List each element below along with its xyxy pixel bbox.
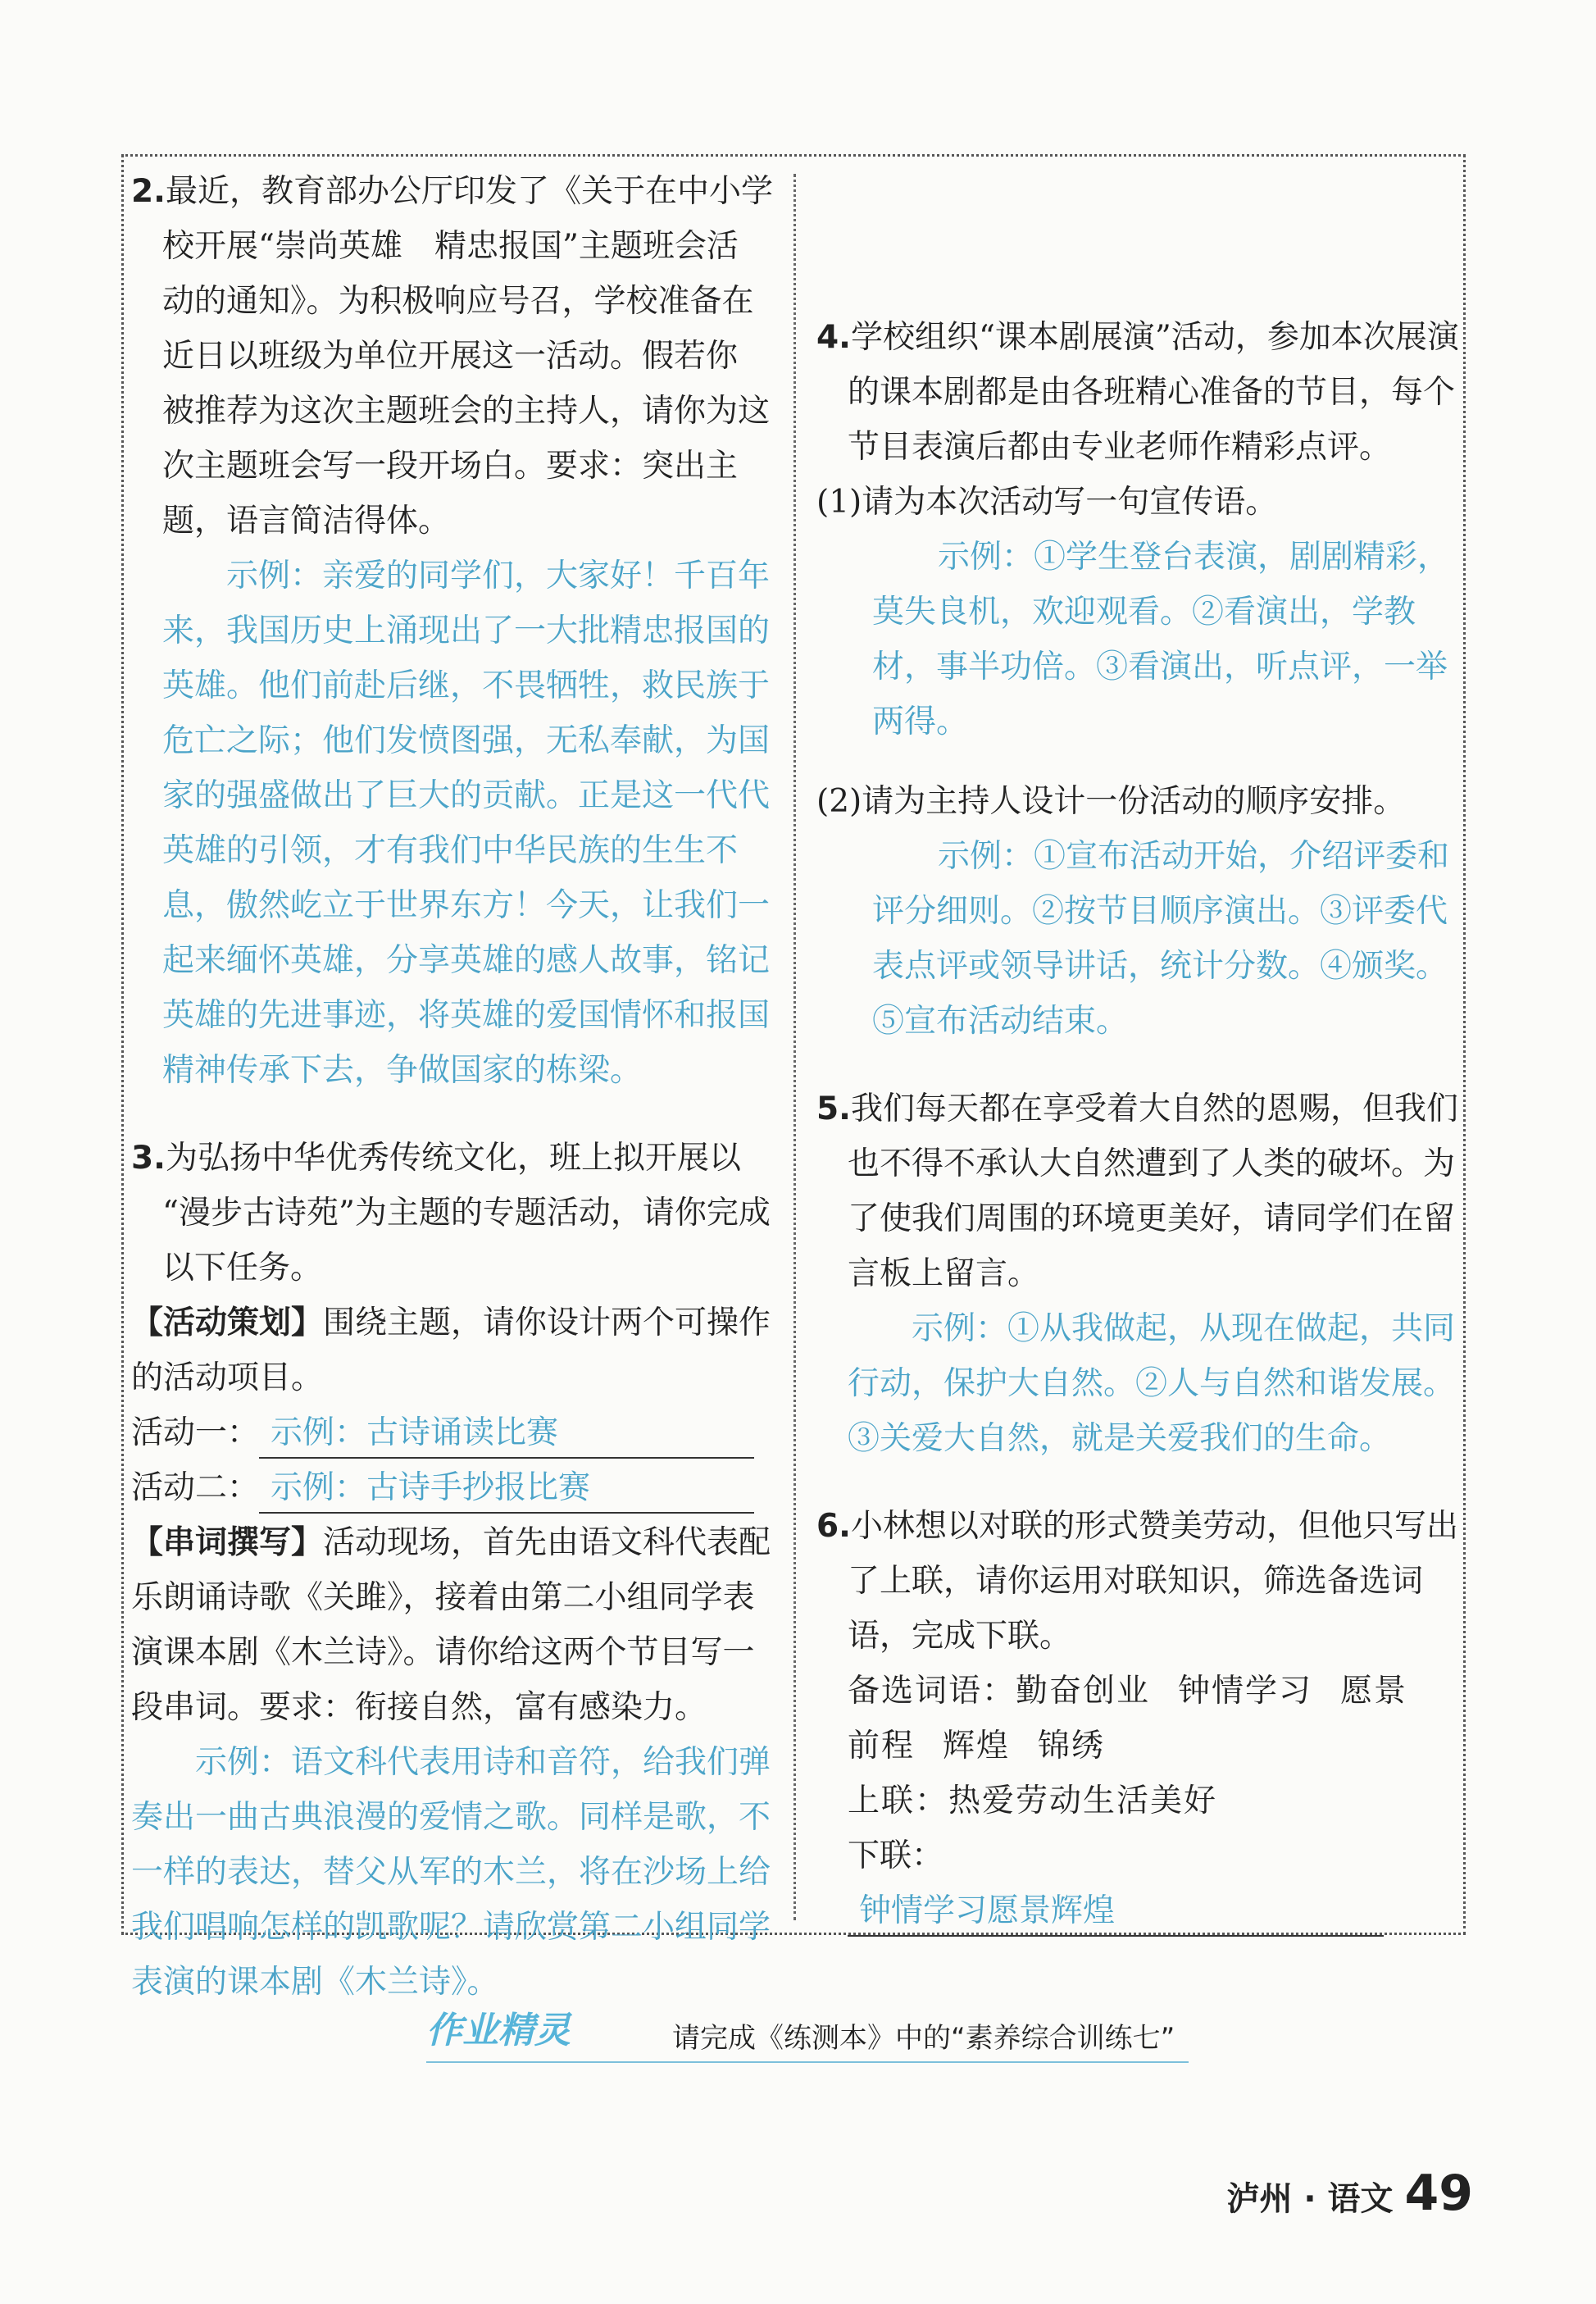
q5-answer: 示例：①从我做起，从现在做起，共同行动，保护大自然。②人与自然和谐发展。③关爱大自然，就是关爱我们的生命。 xyxy=(848,1310,1456,1457)
q4-sub1-answer: 示例：①学生登台表演，剧剧精彩，莫失良机，欢迎观看。②看演出，学教材，事半功倍。③看演出，听点评，一举两得。 xyxy=(872,539,1450,740)
lower-couplet-answer: 钟情学习愿景辉煌 xyxy=(848,1887,1384,1937)
question-6 xyxy=(816,1499,1464,1938)
left-column xyxy=(131,164,779,2010)
q3-line: “漫步古诗苑”为主题的专题活动，请你完成 xyxy=(162,1195,771,1232)
question-number: 5. xyxy=(816,1091,851,1127)
page-number: 49 xyxy=(1404,2165,1473,2222)
q2-line: 次主题班会写一段开场白。要求：突出主 xyxy=(162,448,739,485)
question-2 xyxy=(131,164,779,1098)
q4-text: 学校组织“课本剧展演”活动，参加本次展演的课本剧都是由各班精心准备的节目，每个节目表演后都由专业老师作精彩点评。 xyxy=(848,319,1459,466)
section-tag: 【串词撰写】 xyxy=(131,1524,324,1561)
lower-couplet-label: 下联： xyxy=(848,1837,944,1874)
q2-line: 题，语言简洁得体。 xyxy=(162,503,451,540)
q4-sub1: (1)请为本次活动写一句宣传语。 xyxy=(816,484,1278,521)
question-number: 4. xyxy=(816,319,851,356)
question-5 xyxy=(816,1081,1464,1466)
question-number: 2. xyxy=(131,173,166,210)
q2-line: 校开展“崇尚英雄 精忠报国”主题班会活 xyxy=(162,228,739,265)
candidate-word: 勤奋创业 xyxy=(1016,1673,1151,1710)
q2-line: 近日以班级为单位开展这一活动。假若你 xyxy=(162,338,739,375)
q3-line: 以下任务。 xyxy=(162,1250,323,1286)
activity1-label: 活动一： xyxy=(131,1414,260,1451)
activity2-label: 活动二： xyxy=(131,1469,260,1506)
q5-text: 我们每天都在享受着大自然的恩赐，但我们也不得不承认大自然遭到了人类的破坏。为了使我们周围的环境更美好，请同学们在留言板上留言。 xyxy=(848,1091,1458,1292)
candidate-words xyxy=(816,1664,1464,1774)
q4-sub2-answer: 示例：①宣布活动开始，介绍评委和评分细则。②按节目顺序演出。③评委代表点评或领导讲话，统计分数。④颁奖。⑤宣布活动结束。 xyxy=(872,838,1450,1040)
q2-line: 动的通知》。为积极响应号召，学校准备在 xyxy=(162,283,754,320)
write-text: 活动现场，首先由语文科代表配乐朗诵诗歌《关雎》，接着由第二小组同学表演课本剧《木兰诗》。请你给这两个节目写一段串词。要求：衔接自然，富有感染力。 xyxy=(131,1524,771,1726)
q4-sub2: (2)请为主持人设计一份活动的顺序安排。 xyxy=(816,783,1406,820)
q3-line: 为弘扬中华优秀传统文化，班上拟开展以 xyxy=(165,1140,741,1177)
right-column xyxy=(816,164,1464,1938)
candidate-label: 备选词语： xyxy=(848,1673,1016,1710)
footer-title: 泸州 · 语文 xyxy=(1226,2180,1394,2218)
candidate-word: 前程 xyxy=(848,1728,916,1764)
brand-logo: 作业精灵 xyxy=(426,2010,571,2051)
q6-text: 小林想以对联的形式赞美劳动，但他只写出了上联，请你运用对联知识，筛选备选词语，完成下联。 xyxy=(848,1508,1458,1655)
section-tag: 【活动策划】 xyxy=(131,1305,324,1341)
q2-line: 被推荐为这次主题班会的主持人，请你为这 xyxy=(162,393,771,430)
upper-couplet: 上联：热爱劳动生活美好 xyxy=(848,1783,1218,1819)
banner-note: 请完成《练测本》中的“素养综合训练七” xyxy=(672,2022,1175,2055)
candidate-word: 愿景 xyxy=(1340,1673,1408,1710)
column-divider xyxy=(793,174,796,1920)
activity1-answer: 示例：古诗诵读比赛 xyxy=(259,1409,754,1459)
question-number: 6. xyxy=(816,1508,851,1545)
candidate-word: 钟情学习 xyxy=(1178,1673,1313,1710)
question-3 xyxy=(131,1131,779,2010)
candidate-word: 锦绣 xyxy=(1038,1728,1106,1764)
activity2-answer: 示例：古诗手抄报比赛 xyxy=(259,1464,754,1514)
banner-underline xyxy=(426,2061,1189,2063)
q2-line: 最近，教育部办公厅印发了《关于在中小学 xyxy=(165,173,773,210)
page-footer xyxy=(1226,2165,1473,2222)
plan-text: 围绕主题，请你设计两个可操作的活动项目。 xyxy=(131,1305,771,1396)
candidate-word: 辉煌 xyxy=(943,1728,1011,1764)
question-4 xyxy=(816,310,1464,1049)
homework-banner xyxy=(426,2001,1189,2074)
q2-answer: 示例：亲爱的同学们，大家好！千百年来，我国历史上涌现出了一大批精忠报国的英雄。他们前赴后继，不畏牺牲，救民族于危亡之际；他们发愤图强，无私奉献，为国家的强盛做出了巨大的贡献。正是这一代代英雄的引领，才有我们中华民族的生生不息，傲然屹立于世界东方！今天，让我们一起来缅怀英雄，分享英雄的感人故事，铭记英雄的先进事迹，将英雄的爱国情怀和报国精神传承下去，争做国家的栋梁。 xyxy=(162,558,771,1089)
question-number: 3. xyxy=(131,1140,166,1177)
q3-answer: 示例：语文科代表用诗和音符，给我们弹奏出一曲古典浪漫的爱情之歌。同样是歌，不一样的表达，替父从军的木兰，将在沙场上给我们唱响怎样的凯歌呢？请欣赏第二小组同学表演的课本剧《木兰诗》。 xyxy=(131,1744,771,2001)
